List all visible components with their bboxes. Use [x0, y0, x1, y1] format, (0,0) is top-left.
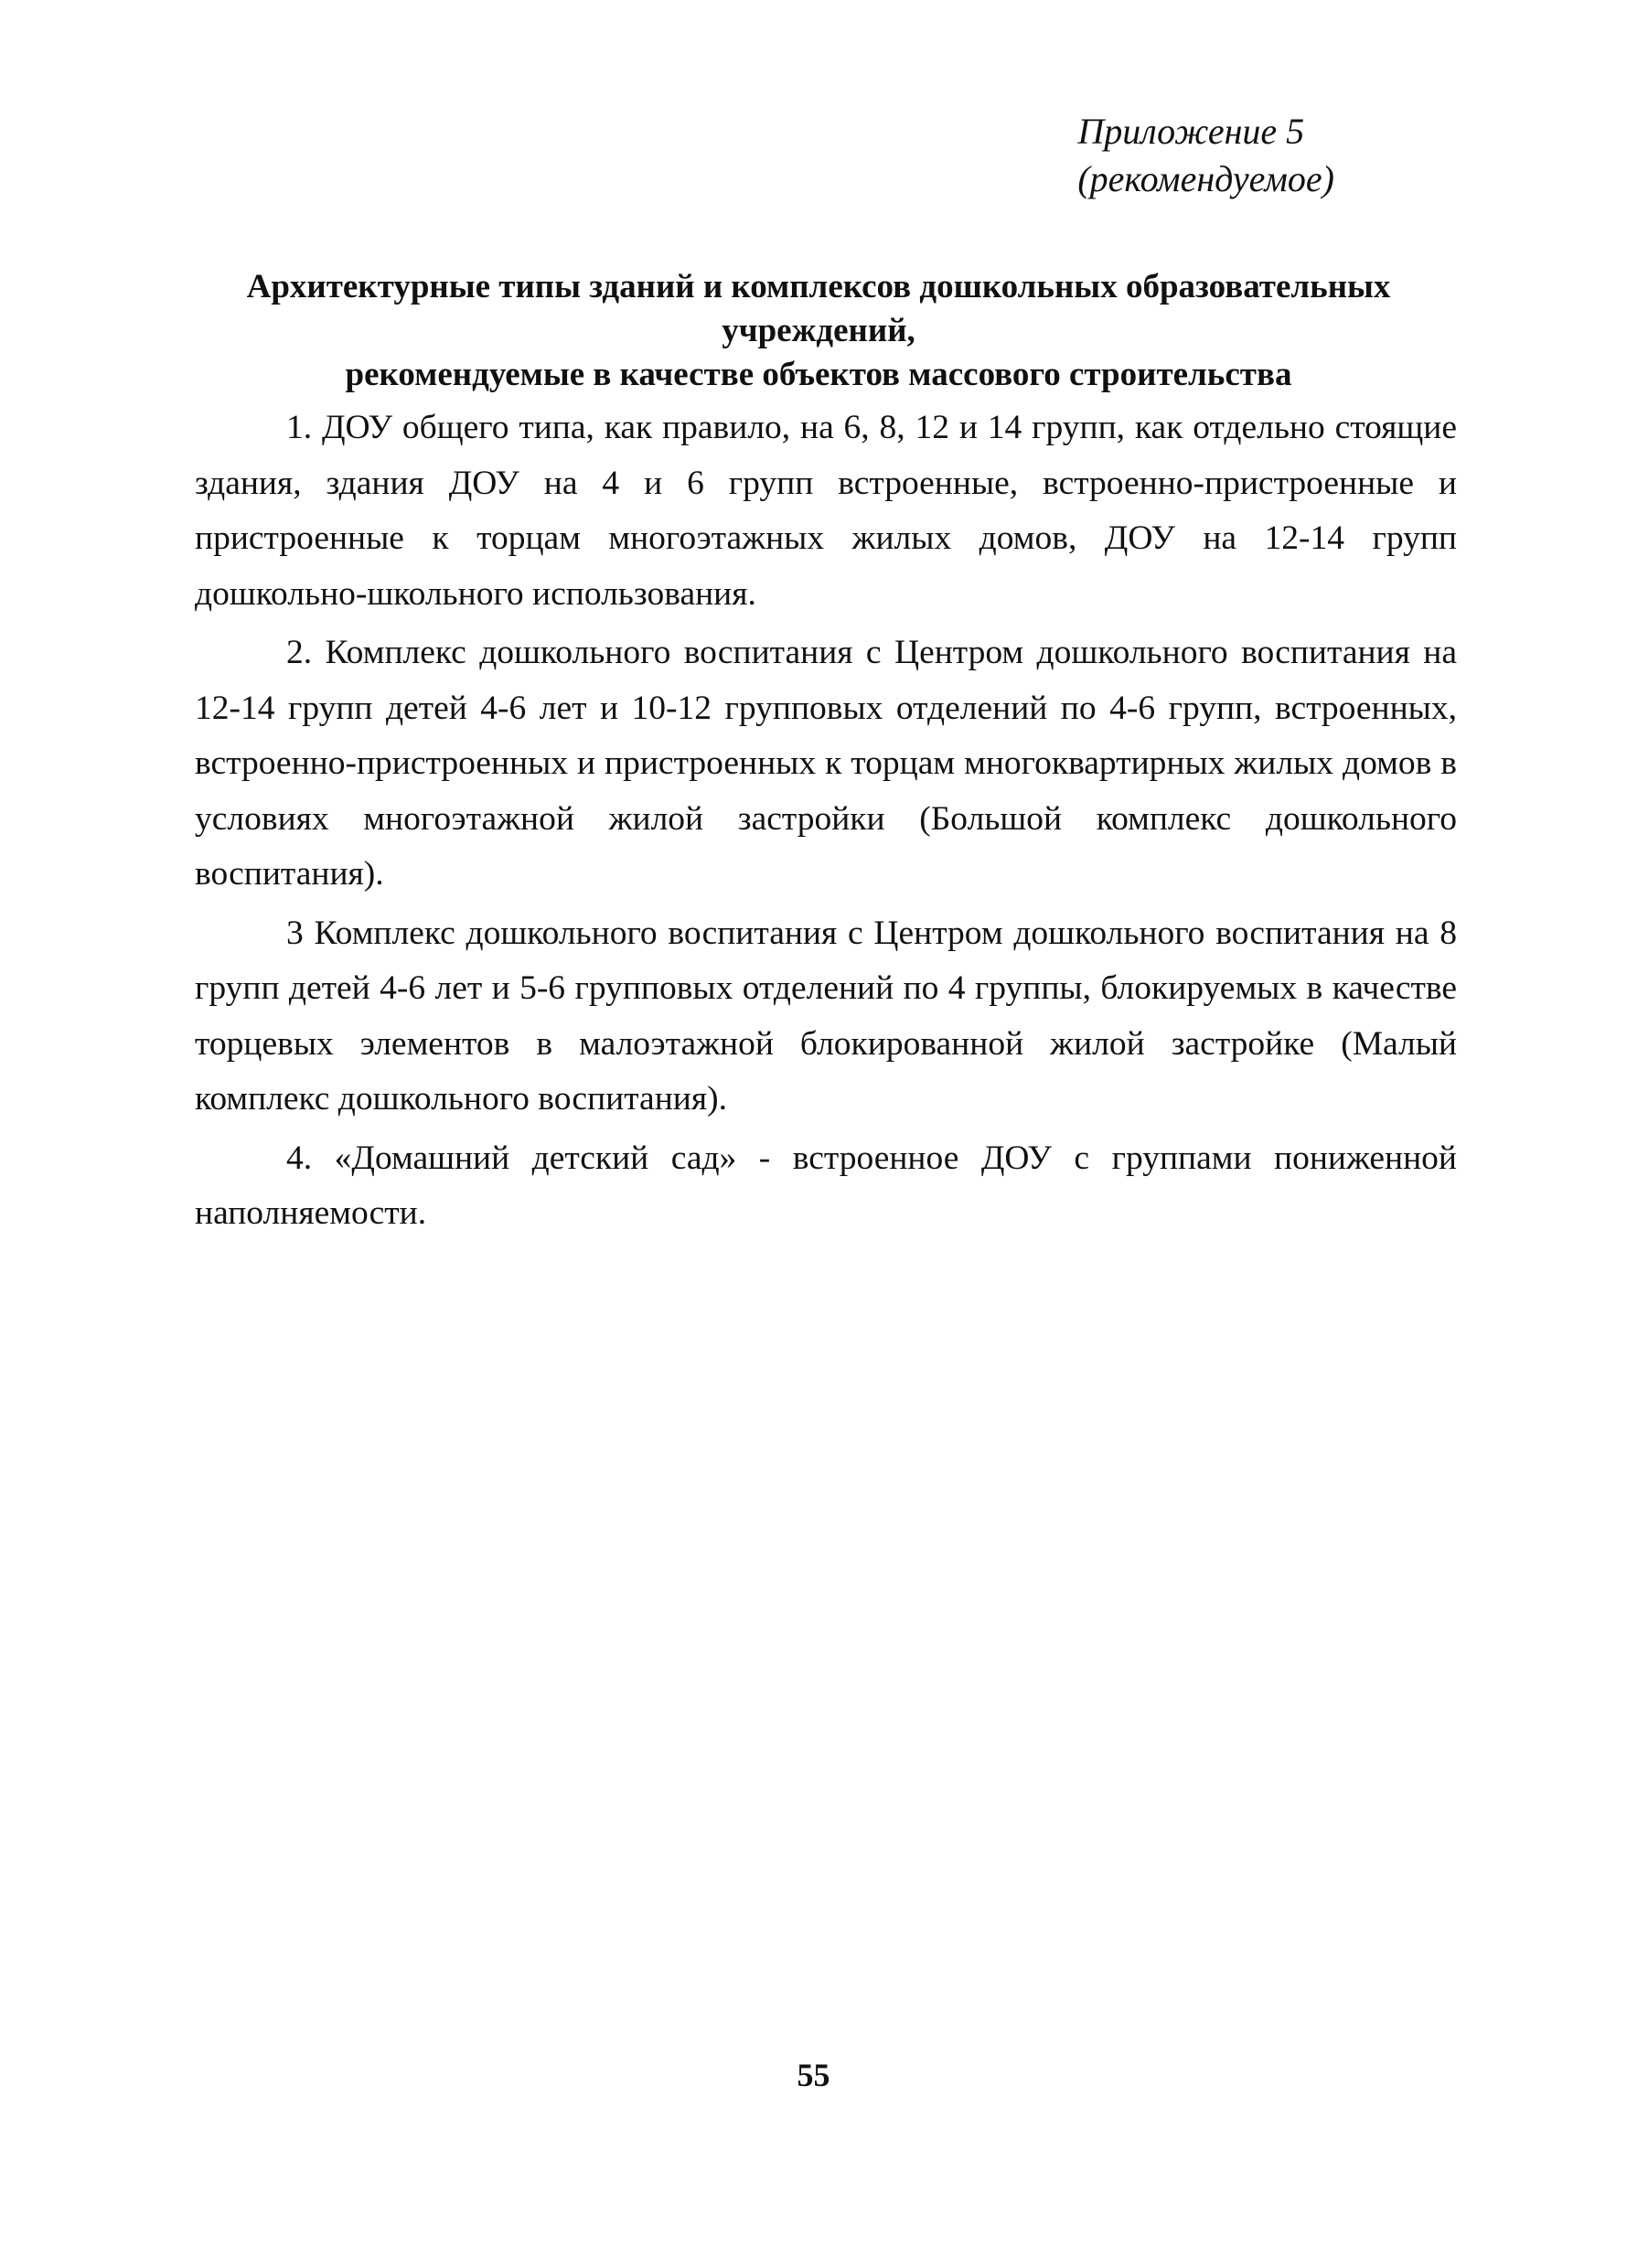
appendix-status: (рекомендуемое)	[1077, 158, 1334, 199]
paragraph-3: 3 Комплекс дошкольного воспитания с Центром дошкольного воспитания на 8 групп детей 4-6 лет и 5-6 групповых отделений по 4 группы, блокируемых в качестве торцевых элементов в малоэтажной блокированной жилой застройке (Малый комплекс дошкольного воспитания).	[195, 914, 1457, 1118]
title-line-1: Архитектурные типы зданий и комплексов дошкольных образовательных учреждений,	[246, 268, 1391, 349]
appendix-label	[1077, 108, 1334, 203]
title-line-2: рекомендуемые в качестве объектов массового строительства	[345, 356, 1292, 393]
paragraph-1: 1. ДОУ общего типа, как правило, на 6, 8, 12 и 14 групп, как отдельно стоящие здания, здания ДОУ на 4 и 6 групп встроенные, встроенно-пристроенные и пристроенные к торцам многоэтажных жилых домов, ДОУ на 12-14 групп дошкольно-школьного использования.	[195, 409, 1457, 613]
document-title	[183, 265, 1454, 397]
appendix-number: Приложение 5	[1077, 111, 1305, 152]
page-number: 55	[797, 2057, 830, 2093]
paragraph-2: 2. Комплекс дошкольного воспитания с Центром дошкольного воспитания на 12-14 групп детей 4-6 лет и 10-12 групповых отделений по 4-6 групп, встроенных, встроенно-пристроенных и пристроенных к торцам многоквартирных жилых домов в условиях многоэтажной жилой застройки (Большой комплекс дошкольного воспитания).	[195, 634, 1457, 893]
document-body	[195, 401, 1457, 1243]
paragraph-4: 4. «Домашний детский сад» - встроенное ДОУ с группами пониженной наполняемости.	[195, 1139, 1457, 1232]
